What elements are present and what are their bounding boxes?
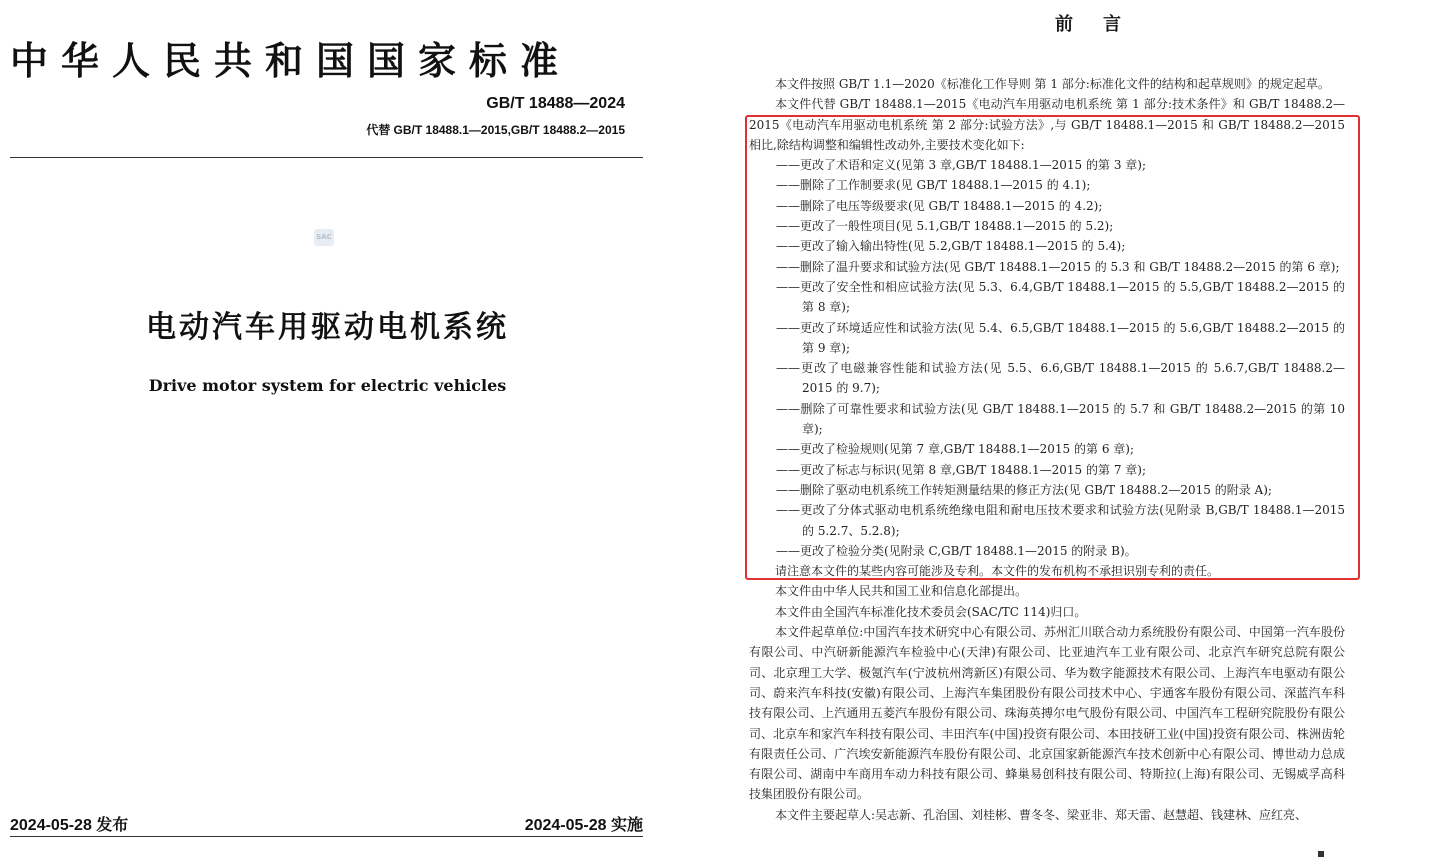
foreword-heading: 前言 bbox=[1055, 14, 1151, 35]
cover-page bbox=[0, 0, 660, 866]
list-item: ——删除了驱动电机系统工作转矩测量结果的修正方法(见 GB/T 18488.2—2015 的附录 A); bbox=[776, 482, 1272, 497]
list-item: ——更改了标志与标识(见第 8 章,GB/T 18488.1—2015 的第 7 章); bbox=[776, 462, 1146, 477]
list-item: ——删除了电压等级要求(见 GB/T 18488.1—2015 的 4.2); bbox=[776, 198, 1103, 213]
list-item: ——删除了工作制要求(见 GB/T 18488.1—2015 的 4.1); bbox=[776, 178, 1091, 193]
list-item: ——删除了温升要求和试验方法(见 GB/T 18488.1—2015 的 5.3 和 GB/T 18488.2—2015 的第 6 章); bbox=[776, 259, 1340, 274]
standard-number: GB/T 18488—2024 bbox=[486, 95, 625, 112]
document-title-cn: 电动汽车用驱动电机系统 bbox=[146, 310, 509, 345]
managed-by: 本文件由全国汽车标准化技术委员会(SAC/TC 114)归口。 bbox=[775, 604, 1087, 619]
list-item: ——更改了术语和定义(见第 3 章,GB/T 18488.1—2015 的第 3 章); bbox=[776, 158, 1146, 173]
list-item: ——更改了检验规则(见第 7 章,GB/T 18488.1—2015 的第 6 章); bbox=[776, 442, 1134, 457]
list-item: ——更改了电磁兼容性能和试验方法(见 5.5、6.6,GB/T 18488.1—2015 的 5.6.7,GB/T 18488.2—2015 的 9.7); bbox=[776, 361, 1345, 396]
proposed-by: 本文件由中华人民共和国工业和信息化部提出。 bbox=[775, 584, 1028, 599]
page-marker bbox=[1318, 851, 1324, 857]
list-item: ——更改了分体式驱动电机系统绝缘电阻和耐电压技术要求和试验方法(见附录 B,GB/T 18488.1—2015 的 5.2.7、5.2.8); bbox=[776, 503, 1345, 538]
implement-date: 2024-05-28 实施 bbox=[524, 817, 643, 834]
foreword-page bbox=[745, 0, 1431, 866]
list-item: ——更改了安全性和相应试验方法(见 5.3、6.4,GB/T 18488.1—2015 的 5.5,GB/T 18488.2—2015 的第 8 章); bbox=[776, 279, 1345, 315]
standards-agency-mark-icon: SAC bbox=[314, 229, 334, 246]
document-title-en: Drive motor system for electric vehicles bbox=[148, 376, 507, 395]
national-standard-header: 中华人民共和国国家标准 bbox=[10, 38, 572, 83]
list-item: ——更改了一般性项目(见 5.1,GB/T 18488.1—2015 的 5.2); bbox=[776, 219, 1114, 234]
technical-changes-list bbox=[749, 155, 1345, 561]
top-divider bbox=[10, 157, 643, 158]
intro-paragraph: 本文件按照 GB/T 1.1—2020《标准化工作导则 第 1 部分:标准化文件的结构和起草规则》的规定起草。 bbox=[775, 77, 1330, 91]
replace-statement: 本文件代替 GB/T 18488.1—2015《电动汽车用驱动电机系统 第 1 部分:技术条件》和 GB/T 18488.2—2015《电动汽车用驱动电机系统 第 2 部分:试验方法》,与 GB/T 18488.1—2015 和 GB/T 18488.2—2015 相比,除结构调整和编辑性改动外,主要技术变化如下: bbox=[749, 97, 1345, 152]
replaces-standards: 代替 GB/T 18488.1—2015,GB/T 18488.2—2015 bbox=[366, 123, 625, 137]
drafting-units: 本文件起草单位:中国汽车技术研究中心有限公司、苏州汇川联合动力系统股份有限公司、中国第一汽车股份有限公司、中汽研新能源汽车检验中心(天津)有限公司、比亚迪汽车工业有限公司、北京汽车研究总院有限公司、北京理工大学、极氪汽车(宁波杭州湾新区)有限公司、华为数字能源技术有限公司、上海汽车电驱动有限公司、蔚来汽车科技(安徽)有限公司、上海汽车集团股份有限公司技术中心、宇通客车股份有限公司、深蓝汽车科技有限公司、上汽通用五菱汽车股份有限公司、珠海英搏尔电气股份有限公司、中国汽车工程研究院股份有限公司、北京车和家汽车科技有限公司、丰田汽车(中国)投资有限公司、本田技研工业(中国)投资有限公司、株洲齿轮有限责任公司、广汽埃安新能源汽车股份有限公司、北京国家新能源汽车技术创新中心有限公司、博世动力总成有限公司、湖南中车商用车动力科技有限公司、蜂巢易创科技有限公司、特斯拉(上海)有限公司、无锡威孚高科技集团股份有限公司。 bbox=[749, 625, 1345, 802]
foreword-body bbox=[749, 74, 1345, 825]
publish-date: 2024-05-28 发布 bbox=[10, 817, 129, 834]
patent-note: 请注意本文件的某些内容可能涉及专利。本文件的发布机构不承担识别专利的责任。 bbox=[775, 564, 1220, 579]
list-item: ——更改了输入输出特性(见 5.2,GB/T 18488.1—2015 的 5.4); bbox=[776, 239, 1126, 254]
bottom-divider bbox=[10, 836, 643, 837]
list-item: ——更改了检验分类(见附录 C,GB/T 18488.1—2015 的附录 B)。 bbox=[776, 543, 1137, 558]
list-item: ——更改了环境适应性和试验方法(见 5.4、6.5,GB/T 18488.1—2015 的 5.6,GB/T 18488.2—2015 的第 9 章); bbox=[776, 320, 1345, 355]
drafters: 本文件主要起草人:吴志新、孔治国、刘桂彬、曹冬冬、梁亚非、郑天雷、赵慧超、钱建林、应红亮、 bbox=[775, 807, 1308, 822]
list-item: ——删除了可靠性要求和试验方法(见 GB/T 18488.1—2015 的 5.7 和 GB/T 18488.2—2015 的第 10 章); bbox=[776, 401, 1345, 437]
